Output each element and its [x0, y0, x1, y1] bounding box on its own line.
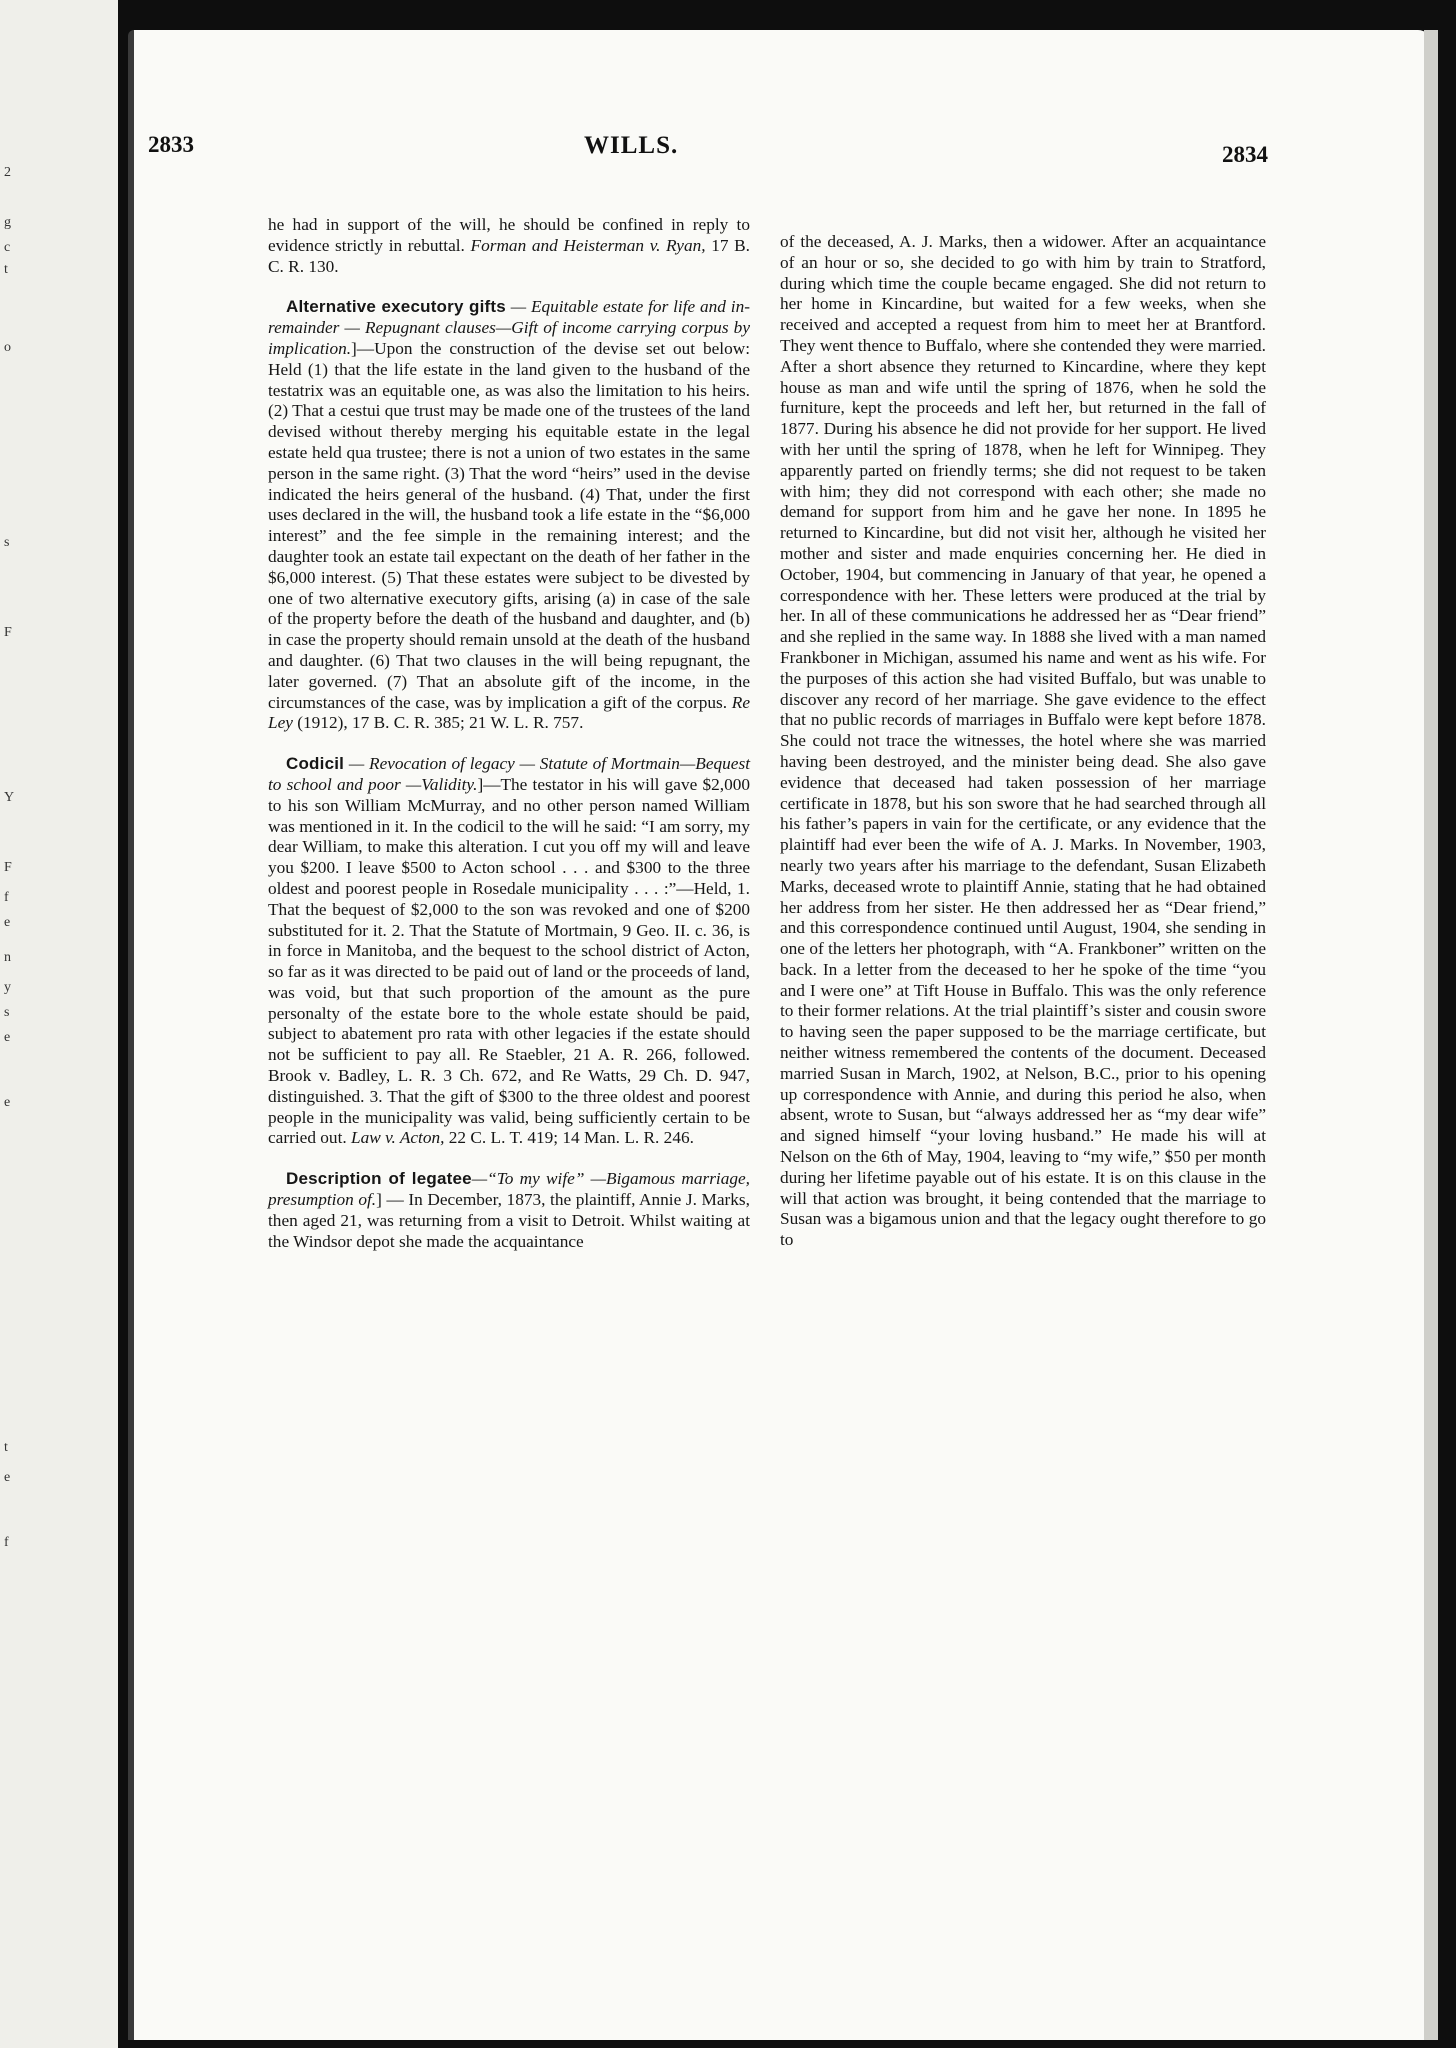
page-number-left: 2833	[148, 132, 194, 157]
margin-fragment: e	[4, 1030, 11, 1045]
margin-fragment: n	[4, 950, 11, 965]
margin-fragment: t	[4, 262, 8, 277]
entry-text: ]—Upon the construction of the devise set out below: Held (1) that the life estate in the land given to the husband of the testatrix was an equitable one, as was also the limitation to his heirs. (2) That a cestui que trust may be made one of the trustees of the land devised without thereby merging his equitable estate in the legal estate held qua trustee; there is not a union of two estates in the same person in the same right. (3) That the word “heirs” used in the devise indicated the heirs general of the husband. (4) That, under the first uses declared in the will, the husband took a life estate in the “$6,000 interest” and the fee simple in the remaining interest; and the daughter took an estate tail expectant on the death of her father in the $6,000 interest. (5) That these estates were subject to be divested by one of two alternative executory gifts, arising (a) in case of the sale of the property before the death of the husband and daughter, and (b) in case the property should remain unsold at the death of the husband and daughter. (6) That two clauses in the will being repugnant, the later governed. (7) That an absolute gift of the income, in the circumstances of the case, was by implication a gift of the corpus.	[268, 338, 750, 712]
entry-description-of-legatee	[268, 1169, 750, 1252]
case-name: Forman and Heisterman v. Ryan,	[470, 235, 706, 255]
entry-subheading: — Revocation of legacy — Statute of Mortmain—Bequest to school and poor —Validity.	[268, 754, 750, 794]
entry-text: ] — In December, 1873, the plaintiff, Annie J. Marks, then aged 21, was returning from a visit to Detroit. Whilst waiting at the Windsor depot she made the acquaintance	[268, 1190, 750, 1251]
running-head	[148, 132, 1268, 172]
adjacent-page-sliver	[0, 0, 118, 2048]
case-name: Re Ley	[268, 692, 750, 733]
margin-fragment: F	[4, 625, 12, 640]
entry-text: ]—The testator in his will gave $2,000 to his son William McMurray, and no other person named William was mentioned in it. In the codicil to the will he said: “I am sorry, my dear William, to make this alteration. I cut you off my will and leave you $200. I leave $500 to Acton school . . . and $300 to the three oldest and poorest people in Rosedale municipality . . . :”—Held, 1. That the bequest of $2,000 to the son was revoked and one of $200 substituted for it. 2. That the Statute of Mortmain, 9 Geo. II. c. 36, is in force in Manitoba, and the bequest to the school district of Acton, so far as it was directed to be paid out of land or the proceeds of land, was void, but that such proportion of the amount as the pure personalty of the estate bore to the whole estate should be paid, subject to abatement pro rata with other legacies if the estate should not be sufficient to pay all. Re Staebler, 21 A. R. 266, followed. Brook v. Badley, L. R. 3 Ch. 672, and Re Watts, 29 Ch. D. 947, distinguished. 3. That the gift of $300 to the three oldest and poorest people in the municipality was valid, being sufficiently certain to be carried out.	[268, 774, 750, 1148]
entry-heading: Alternative executory gifts	[286, 297, 506, 317]
margin-fragment: 2	[4, 165, 11, 180]
citation: 22 C. L. T. 419; 14 Man. L. R. 246.	[444, 1128, 694, 1148]
paragraph-continuation	[268, 215, 750, 277]
margin-fragment: f	[4, 890, 9, 905]
case-name: Law v. Acton,	[351, 1128, 445, 1148]
margin-fragment: g	[4, 215, 11, 230]
entry-codicil	[268, 754, 750, 1149]
margin-fragment: F	[4, 860, 12, 875]
margin-fragment: c	[4, 240, 11, 255]
entry-subheading: — Equitable estate for life and in-remainder — Repugnant clauses—Gift of income carrying corpus by implication.	[268, 297, 750, 358]
right-column	[780, 232, 1266, 1251]
paragraph-text: he had in support of the will, he should be confined in reply to evidence strictly in rebuttal.	[268, 215, 750, 255]
citation: (1912), 17 B. C. R. 385; 21 W. L. R. 757.	[292, 713, 584, 733]
margin-fragment: o	[4, 340, 11, 355]
margin-fragment: t	[4, 1440, 8, 1455]
margin-fragment: e	[4, 1470, 11, 1485]
margin-fragment: s	[4, 1005, 10, 1020]
entry-subheading: —“To my wife” —Bigamous marriage, presumption of.	[268, 1169, 750, 1210]
margin-fragment: Y	[4, 790, 15, 805]
margin-fragment: y	[4, 980, 11, 995]
margin-fragment: e	[4, 915, 11, 930]
page-edge	[1424, 30, 1438, 2040]
page-number-right: 2834	[1222, 142, 1268, 167]
margin-fragment: s	[4, 535, 10, 550]
section-title: WILLS.	[584, 132, 679, 159]
entry-heading: Description of legatee	[286, 1169, 472, 1189]
margin-fragment: f	[4, 1535, 9, 1550]
left-column	[268, 215, 750, 1252]
paragraph-continuation: of the deceased, A. J. Marks, then a widower. After an acquaintance of an hour or so, she decided to go with him by train to Stratford, during which time the couple became engaged. She did not return to her home in Kincardine, but waited for a few weeks, when she received and accepted a request from him to meet her at Brantford. They went thence to Buffalo, where she contended they were married. After a short absence they returned to Kincardine, where they kept house as man and wife until the spring of 1876, when he sold the furniture, kept the proceeds and left her, but returned in the fall of 1877. During his absence he did not provide for her support. He lived with her until the spring of 1878, when he left for Winnipeg. They apparently parted on friendly terms; she did not request to be taken with him; they did not correspond with each other; she made no demand for support from him and he gave her none. In 1895 he returned to Kincardine, but did not visit her, although he visited her mother and sister and made enquiries concerning her. He died in October, 1904, but commencing in January of that year, he opened a correspondence with her. These letters were produced at the trial by her. In all of these communications he addressed her as “Dear friend” and she replied in the same way. In 1888 she lived with a man named Frankboner in Michigan, assumed his name and went as his wife. For the purposes of this action she had visited Buffalo, but was unable to discover any record of her marriage. She gave evidence to the effect that no public records of marriages in Buffalo were kept before 1878. She could not trace the witnesses, the hotel where she was married having been destroyed, and the minister being dead. She also gave evidence that deceased had taken possession of her marriage certificate in 1878, but his son swore that he had searched through all his father’s papers in vain for the certificate, or any evidence that the plaintiff had ever been the wife of A. J. Marks. In November, 1903, nearly two years after his marriage to the defendant, Susan Elizabeth Marks, deceased wrote to plaintiff Annie, stating that he had obtained her address from her sister. He then addressed her as “Dear friend,” and this correspondence continued until August, 1904, she sending in one of the letters her photograph, with “A. Frankboner” written on the back. In a letter from the deceased to her he spoke of the time “you and I were one” at Tift House in Buffalo. This was the only reference to their former relations. At the trial plaintiff’s sister and cousin swore to having seen the paper supposed to be the marriage certificate, but neither witness remembered the contents of the document. Deceased married Susan in March, 1902, at Nelson, B.C., prior to his opening up correspondence with Annie, and during this period he also, when absent, wrote to Susan, but “always addressed her as “my dear wife” and signed himself “your loving husband.” He made his will at Nelson on the 6th of May, 1904, leaving to “my wife,” $50 per month during her lifetime payable out of his estate. It is on this clause in the will that action was brought, it being contended that the marriage to Susan was a bigamous union and that the legacy ought therefore to go to	[780, 232, 1266, 1250]
margin-fragment: e	[4, 1095, 11, 1110]
citation: 17 B. C. R. 130.	[268, 235, 750, 276]
entry-heading: Codicil	[286, 754, 345, 774]
entry-alternative-executory-gifts	[268, 297, 750, 734]
